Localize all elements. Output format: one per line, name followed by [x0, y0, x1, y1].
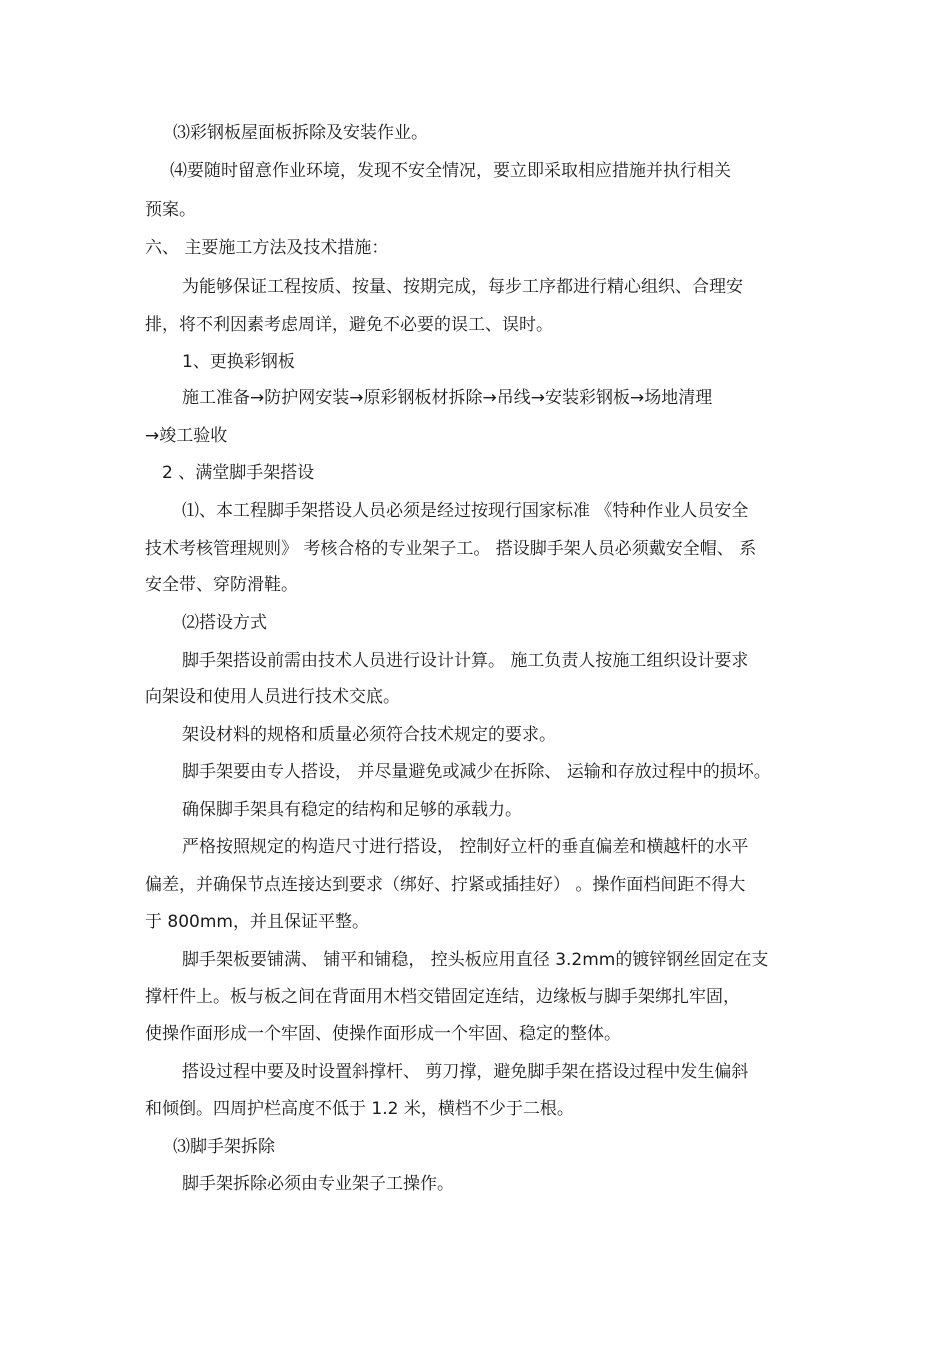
text-line-1: ⑶彩钢板屋面板拆除及安装作业。	[173, 123, 428, 143]
text-line-22: 于 800mm，并且保证平整。	[145, 912, 369, 932]
text-line-24: 撑杆件上。板与板之间在背面用木档交错固定连结，边缘板与脚手架绑扎牢固，	[145, 987, 740, 1007]
text-line-9: →竣工验收	[145, 426, 228, 446]
text-line-29: 脚手架拆除必须由专业架子工操作。	[182, 1174, 454, 1194]
text-line-17: 架设材料的规格和质量必须符合技术规定的要求。	[182, 725, 556, 745]
text-line-18: 脚手架要由专人搭设， 并尽量避免或减少在拆除、 运输和存放过程中的损坏。	[182, 762, 771, 782]
text-line-23: 脚手架板要铺满、 铺平和铺稳， 控头板应用直径 3.2mm的镀锌钢丝固定在支	[182, 950, 769, 970]
text-line-19: 确保脚手架具有稳定的结构和足够的承载力。	[182, 800, 522, 820]
subheading-2-3: ⑶脚手架拆除	[173, 1137, 275, 1157]
text-line-6: 排，将不利因素考虑周详，避免不必要的误工、误时。	[145, 315, 553, 335]
text-line-16: 向架设和使用人员进行技术交底。	[145, 687, 400, 707]
text-line-2: ⑷要随时留意作业环境，发现不安全情况，要立即采取相应措施并执行相关	[170, 161, 731, 181]
text-line-26: 搭设过程中要及时设置斜撑杆、 剪刀撑，避免脚手架在搭设过程中发生偏斜	[182, 1062, 749, 1082]
section-heading-6: 六、 主要施工方法及技术措施：	[145, 238, 389, 258]
text-line-27: 和倾倒。四周护栏高度不低于 1.2 米，横档不少于二根。	[145, 1099, 574, 1119]
text-line-8: 施工准备→防护网安装→原彩钢板材拆除→吊线→安装彩钢板→场地清理	[182, 388, 713, 408]
text-line-5: 为能够保证工程按质、按量、按期完成，每步工序都进行精心组织、合理安	[182, 277, 743, 297]
subheading-2: 2 、满堂脚手架搭设	[162, 463, 315, 483]
subheading-1: 1、更换彩钢板	[182, 352, 295, 372]
text-line-21: 偏差，并确保节点连接达到要求（绑好、拧紧或插挂好） 。操作面档间距不得大	[145, 875, 746, 895]
text-line-13: 安全带、穿防滑鞋。	[145, 575, 298, 595]
text-line-11: ⑴、本工程脚手架搭设人员必须是经过按现行国家标准 《特种作业人员安全	[182, 501, 749, 521]
text-line-20: 严格按照规定的构造尺寸进行搭设， 控制好立杆的垂直偏差和横越杆的水平	[182, 837, 749, 857]
text-line-25: 使操作面形成一个牢固、使操作面形成一个牢固、稳定的整体。	[145, 1024, 621, 1044]
subheading-2-2: ⑵搭设方式	[182, 613, 267, 633]
text-line-3: 预案。	[145, 200, 196, 220]
text-line-15: 脚手架搭设前需由技术人员进行设计计算。 施工负责人按施工组织设计要求	[182, 651, 749, 671]
text-line-12: 技术考核管理规则》 考核合格的专业架子工。 搭设脚手架人员必须戴安全帽、 系	[145, 539, 757, 559]
